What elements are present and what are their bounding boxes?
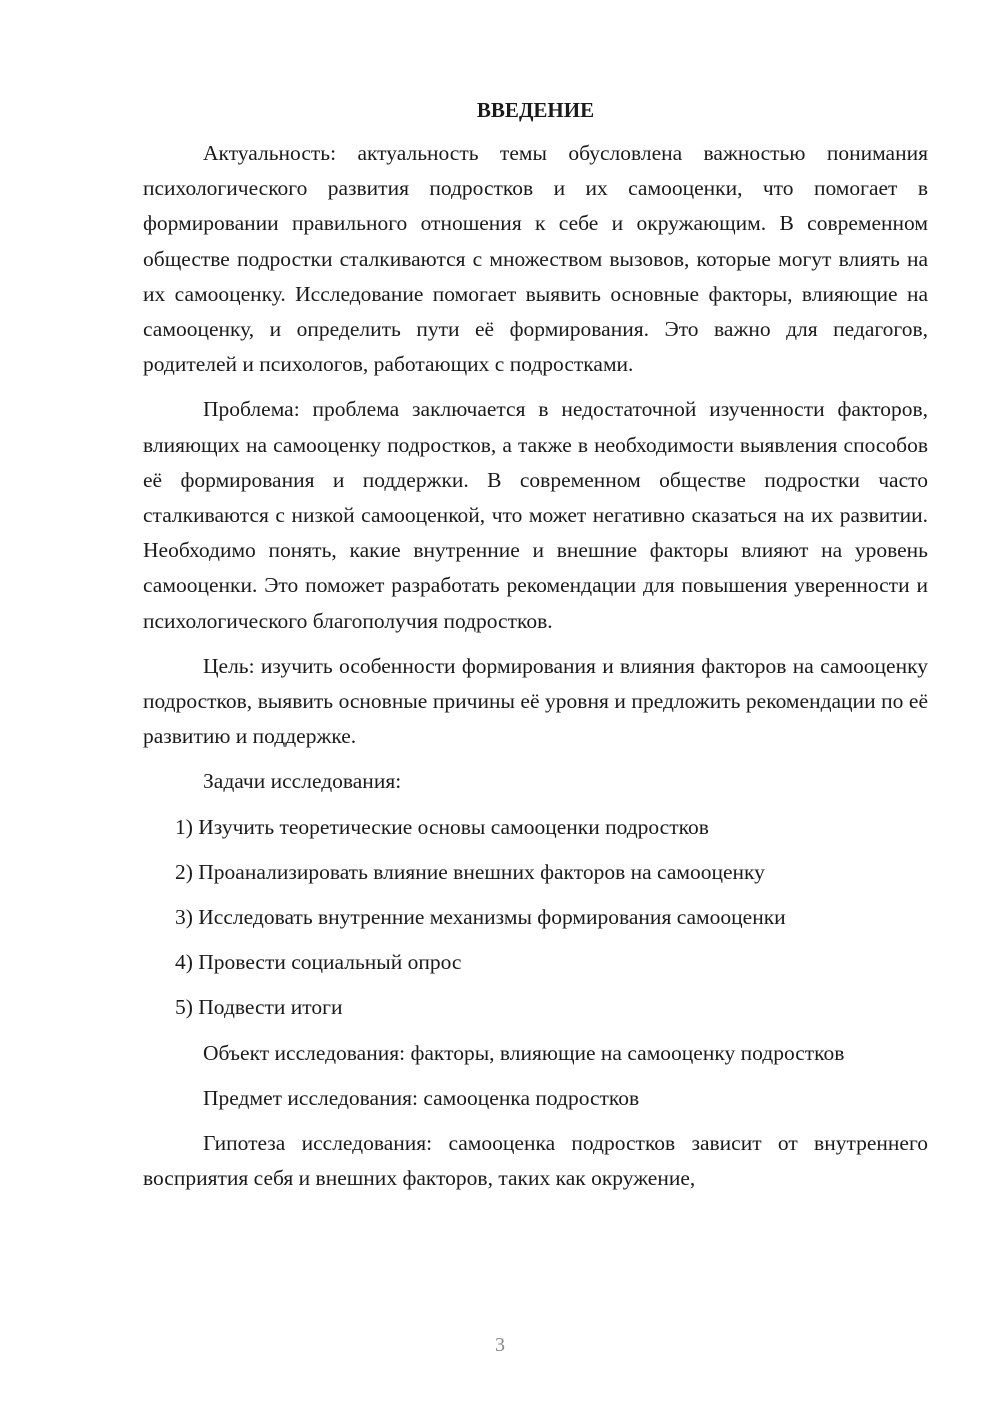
task-item: 5) Подвести итоги bbox=[175, 995, 343, 1020]
task-item: 3) Исследовать внутренние механизмы формирования самооценки bbox=[175, 905, 786, 930]
task-item: 4) Провести социальный опрос bbox=[175, 950, 462, 975]
subject-paragraph: Предмет исследования: самооценка подростков bbox=[203, 1085, 640, 1110]
page-number: 3 bbox=[495, 1334, 505, 1356]
goal-paragraph: Цель: изучить особенности формирования и влияния факторов на самооценку подростков, выявить основные причины её уровня и предложить рекомендации по её развитию и поддержке. bbox=[143, 653, 928, 749]
tasks-heading: Задачи исследования: bbox=[203, 769, 402, 794]
task-item: 1) Изучить теоретические основы самооценки подростков bbox=[175, 814, 709, 839]
tasks-list bbox=[143, 810, 928, 1026]
object-paragraph: Объект исследования: факторы, влияющие на самооценку подростков bbox=[203, 1040, 845, 1065]
problem-paragraph: Проблема: проблема заключается в недостаточной изученности факторов, влияющих на самооценку подростков, а также в необходимости выявления способов её формирования и поддержки. В современном обществе подростки часто сталкиваются с низкой самооценкой, что может негативно сказаться на их развитии. Необходимо понять, какие внутренние и внешние факторы влияют на уровень самооценки. Это поможет разработать рекомендации для повышения уверенности и психологического благополучия подростков. bbox=[143, 397, 928, 633]
section-title: ВВЕДЕНИЕ bbox=[476, 98, 595, 122]
relevance-paragraph: Актуальность: актуальность темы обусловлена важностью понимания психологического развития подростков и их самооценки, что помогает в формировании правильного отношения к себе и окружающим. В современном обществе подростки сталкиваются с множеством вызовов, которые могут влиять на их самооценку. Исследование помогает выявить основные факторы, влияющие на самооценку, и определить пути её формирования. Это важно для педагогов, родителей и психологов, работающих с подростками. bbox=[143, 141, 928, 377]
hypothesis-paragraph: Гипотеза исследования: самооценка подростков зависит от внутреннего восприятия себя и внешних факторов, таких как окружение, bbox=[143, 1131, 928, 1191]
document-page bbox=[143, 93, 928, 1206]
task-item: 2) Проанализировать влияние внешних факторов на самооценку bbox=[175, 859, 765, 884]
